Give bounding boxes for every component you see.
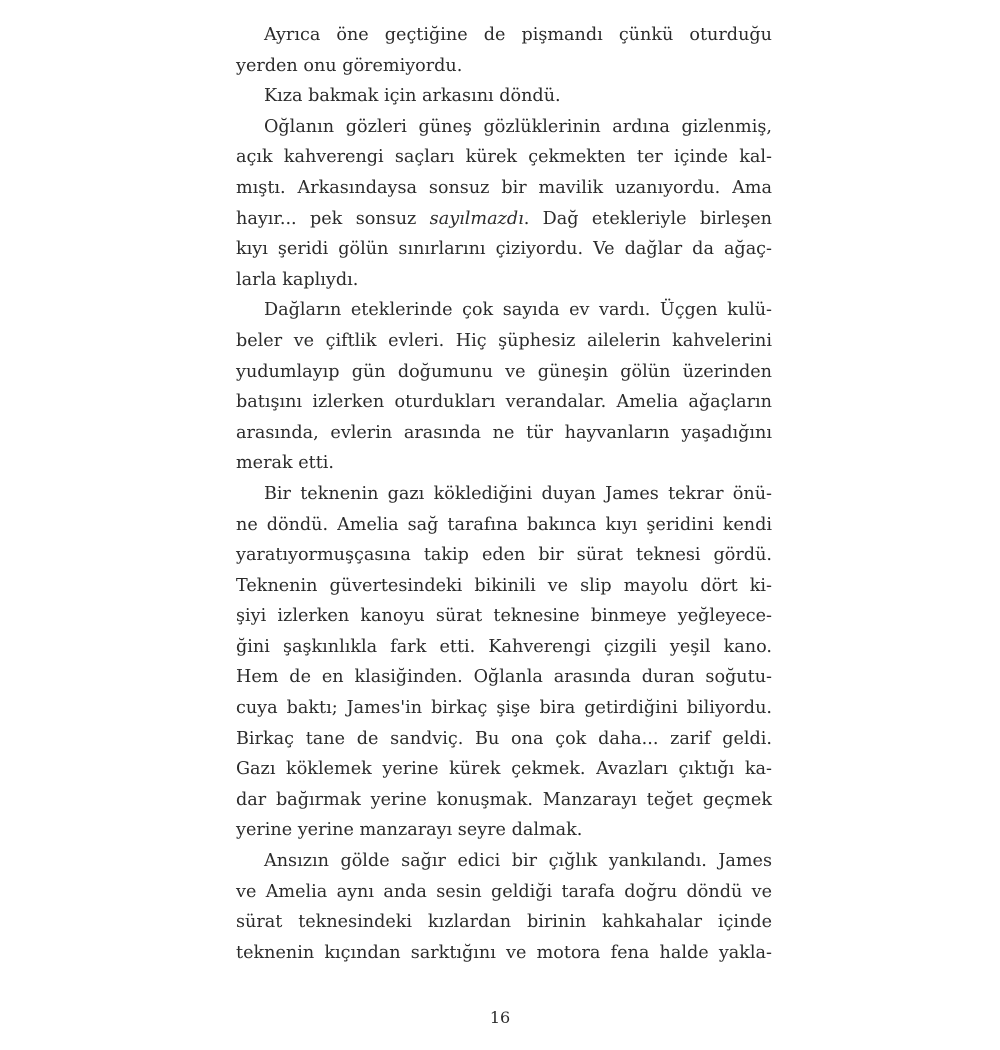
text-line: beler ve çiftlik evleri. Hiç şüphesiz ailelerin kahvelerini: [236, 330, 772, 351]
text-line: Oğlanın gözleri güneş gözlüklerinin ardına gizlenmiş,: [264, 116, 772, 137]
text-line: açık kahverengi saçları kürek çekmekten ter içinde kal-: [236, 147, 772, 168]
text-line: yaratıyormuşçasına takip eden bir sürat teknesi gördü.: [236, 545, 772, 566]
text-line: larla kaplıydı.: [236, 269, 359, 290]
text-line: Bir teknenin gazı köklediğini duyan James tekrar önü-: [264, 483, 772, 504]
text-line: dar bağırmak yerine konuşmak. Manzarayı teğet geçmek: [236, 789, 772, 810]
text-line: yudumlayıp gün doğumunu ve güneşin gölün üzerinden: [236, 361, 772, 382]
page-number: 16: [489, 1008, 511, 1027]
text-line: Dağların eteklerinde çok sayıda ev vardı. Üçgen kulü-: [264, 300, 772, 321]
text-line: Hem de en klasiğinden. Oğlanla arasında duran soğutu-: [236, 667, 772, 688]
paragraph: [236, 20, 772, 81]
text-line: merak etti.: [236, 453, 335, 474]
text-line: Teknenin güvertesindeki bikinili ve slip mayolu dört ki-: [236, 575, 772, 596]
body-text: [236, 20, 772, 968]
text-line: sürat teknesindeki kızlardan birinin kahkahalar içinde: [236, 912, 772, 933]
text-line: arasında, evlerin arasında ne tür hayvanların yaşadığını: [236, 422, 772, 443]
paragraph: [236, 81, 772, 112]
text-line: ne döndü. Amelia sağ tarafına bakınca kıyı şeridini kendi: [236, 514, 772, 535]
text-line: Gazı köklemek yerine kürek çekmek. Avazları çıktığı ka-: [236, 759, 772, 780]
text-line: yerine yerine manzarayı seyre dalmak.: [236, 820, 583, 841]
text-line: yerden onu göremiyordu.: [236, 55, 463, 76]
text-line: ve Amelia aynı anda sesin geldiği tarafa doğru döndü ve: [236, 881, 772, 902]
text-line: Kıza bakmak için arkasını döndü.: [264, 86, 561, 107]
paragraph: [236, 295, 772, 479]
text-line: mıştı. Arkasındaysa sonsuz bir mavilik uzanıyordu. Ama: [236, 177, 772, 198]
text-line: hayır... pek sonsuz sayılmazdı. Dağ etekleriyle birleşen: [236, 208, 772, 229]
text-line: Ayrıca öne geçtiğine de pişmandı çünkü oturduğu: [264, 25, 772, 45]
paragraph: [236, 846, 772, 968]
text-line: Ansızın gölde sağır edici bir çığlık yankılandı. James: [264, 851, 772, 872]
paragraph: [236, 479, 772, 846]
text-line: kıyı şeridi gölün sınırlarını çiziyordu. Ve dağlar da ağaç-: [236, 239, 772, 260]
text-line: şiyi izlerken kanoyu sürat teknesine binmeye yeğleyece-: [236, 606, 772, 627]
text-line: teknenin kıçından sarktığını ve motora fena halde yakla-: [236, 942, 772, 963]
text-line: ğini şaşkınlıkla fark etti. Kahverengi çizgili yeşil kano.: [236, 636, 772, 657]
text-line: batışını izlerken oturdukları verandalar. Amelia ağaçların: [236, 392, 772, 413]
text-line: Birkaç tane de sandviç. Bu ona çok daha... zarif geldi.: [236, 728, 772, 749]
text-line: cuya baktı; James'in birkaç şişe bira getirdiğini biliyordu.: [236, 698, 772, 719]
paragraph: [236, 112, 772, 296]
